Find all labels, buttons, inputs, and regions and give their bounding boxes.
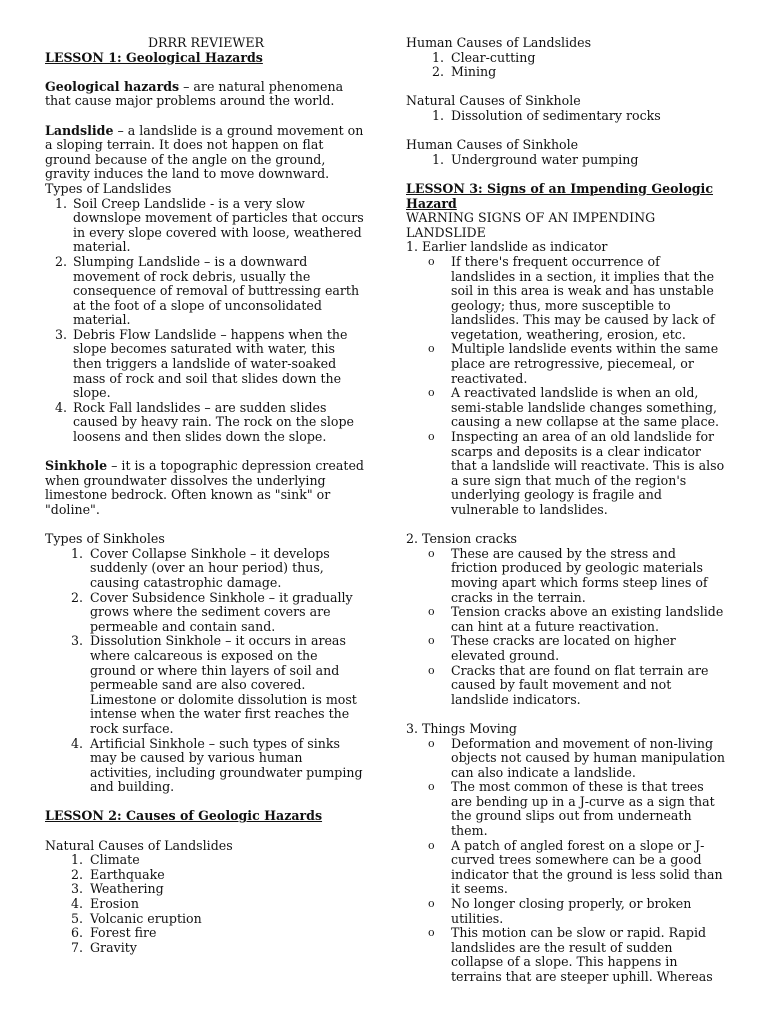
bullet-icon: o [428,780,435,794]
list-item: 1. Soil Creep Landslide - is a very slow downslope movement of particles that occurs in every slope covered with loose, weathered material. [54,195,364,255]
bullet-icon: o [428,926,435,940]
types-landslides-heading: Types of Landslides [45,180,172,196]
sinkhole-term: Sinkhole [45,458,108,474]
document-title: DRRR REVIEWER [147,35,265,50]
list-item: 6. Forest fire [70,925,157,941]
list-item: o A patch of angled forest on a slope or J-curved trees somewhere can be a good indicator that the ground is less solid than it seems. [428,837,723,897]
list-item: 3. Debris Flow Landslide – happens when the slope becomes saturated with water, this then triggers a landslide of water-soaked mass of rock and soil that slides down the slope. [54,326,348,401]
list-item: 4. Rock Fall landslides – are sudden slides caused by heavy rain. The rock on the slope loosens and then slides down the slope. [54,399,354,445]
sign3-title: 3. Things Moving [406,720,517,736]
list-item: 1. Underground water pumping [431,151,639,167]
list-item: 1. Clear-cutting [431,49,536,65]
sign3-points [406,737,726,985]
list-item: 1. Dissolution of sedimentary rocks [431,107,661,123]
lesson3-heading: LESSON 3: Signs of an Impending Geologic Hazard [406,180,713,211]
sinkhole-definition: Sinkhole – it is a topographic depression created when groundwater dissolves the underlying limestone bedrock. Often known as "sink" or "doline". [45,458,364,517]
list-item: o A reactivated landslide is when an old, semi-stable landslide changes something, causing a new collapse at the same place. [428,385,720,430]
list-item: 4. Artificial Sinkhole – such types of sinks may be caused by various human activities, including groundwater pumping and building. [70,735,363,795]
sign1-title: 1. Earlier landslide as indicator [406,239,608,255]
human-causes-sinkhole-heading: Human Causes of Sinkhole [406,137,579,153]
types-sinkholes-heading: Types of Sinkholes [45,531,165,547]
bullet-icon: o [428,897,435,911]
list-item: 4. Erosion [70,896,139,912]
geo-hazard-term: Geological hazards [45,78,180,94]
natural-sinkhole-list [406,109,726,124]
list-item: o This motion can be slow or rapid. Rapid landslides are the result of sudden collapse of a slope. This happens in terrains that are steeper uphill. Whereas [428,925,713,984]
list-item: o Tension cracks above an existing landslide can hint at a future reactivation. [428,604,724,634]
warning-signs-heading: WARNING SIGNS OF AN IMPENDING LANDSLIDE [406,210,656,240]
sinkhole-types-list [45,547,367,795]
list-item: o Multiple landslide events within the same place are retrogressive, piecemeal, or reactivated. [428,341,719,386]
landslide-types-list [45,197,367,445]
geo-hazard-definition: Geological hazards – are natural phenomena that cause major problems around the world. [45,78,344,109]
bullet-icon: o [428,386,435,400]
list-item: 1. Cover Collapse Sinkhole – it develops suddenly (over an hour period) thus, causing catastrophic damage. [70,545,330,590]
list-item: 5. Volcanic eruption [70,910,202,926]
landslide-term: Landslide [45,122,114,138]
list-item: o Deformation and movement of non-living objects not caused by human manipulation can also indicate a landslide. [428,735,726,780]
list-item: o The most common of these is that trees are bending up in a J-curve as a sign that the ground slips out from underneath them. [428,779,715,839]
list-item: o Inspecting an area of an old landslide for scarps and deposits is a clear indicator that a landslide will reactivate. This is also a sure sign that much of the region's underlying geology is fragile and vulnerable to landslides. [428,429,725,517]
bullet-icon: o [428,838,435,852]
lesson2-heading: LESSON 2: Causes of Geologic Hazards [45,808,323,824]
list-item: 3. Dissolution Sinkhole – it occurs in areas where calcareous is exposed on the ground or where thin layers of soil and permeable sand are also covered. Limestone or dolomite dissolution is most intense when the water first reaches the rock surface. [70,633,357,736]
bullet-icon: o [428,663,435,677]
bullet-icon: o [428,342,435,356]
list-item: 2. Cover Subsidence Sinkhole – it gradually grows where the sediment covers are permeable and contain sand. [70,589,353,634]
lesson1-heading: LESSON 1: Geological Hazards [45,49,263,65]
human-sinkhole-list [406,153,726,168]
natural-causes-landslides-heading: Natural Causes of Landslides [45,837,233,853]
right-column [406,36,726,985]
human-causes-landslides-heading: Human Causes of Landslides [406,35,592,50]
human-causes-list [406,51,726,80]
list-item: o These are caused by the stress and friction produced by geologic materials moving apart which forms steep lines of cracks in the terrain. [428,545,708,605]
bullet-icon: o [428,605,435,619]
natural-causes-list [45,853,367,955]
list-item: o If there's frequent occurrence of landslides in a section, it implies that the soil in this area is weak and has unstable geology; thus, more susceptible to landslides. This may be caused by lack of vegetation, weathering, erosion, etc. [428,253,715,342]
list-item: 2. Mining [431,64,497,80]
sign2-title: 2. Tension cracks [406,531,517,547]
sign1-points [406,255,726,518]
list-item: 3. Weathering [70,881,164,897]
list-item: 2. Earthquake [70,866,165,882]
list-item: 7. Gravity [70,939,137,955]
list-item: 2. Slumping Landslide – is a downward movement of rock debris, usually the consequence of removal of buttressing earth at the foot of a slope of unconsolidated material. [54,253,360,328]
list-item: 1. Climate [70,852,140,868]
bullet-icon: o [428,736,435,750]
bullet-icon: o [428,430,435,444]
sign2-points [406,547,726,708]
left-column [45,36,367,955]
bullet-icon: o [428,546,435,560]
bullet-icon: o [428,254,435,268]
list-item: o These cracks are located on higher elevated ground. [428,633,676,663]
list-item: o Cracks that are found on flat terrain are caused by fault movement and not landslide indicators. [428,662,709,707]
bullet-icon: o [428,634,435,648]
landslide-definition: Landslide – a landslide is a ground movement on a sloping terrain. It does not happen on flat ground because of the angle on the ground, gravity induces the land to move downward. [45,122,364,182]
natural-causes-sinkhole-heading: Natural Causes of Sinkhole [406,93,581,109]
list-item: o No longer closing properly, or broken utilities. [428,896,692,926]
